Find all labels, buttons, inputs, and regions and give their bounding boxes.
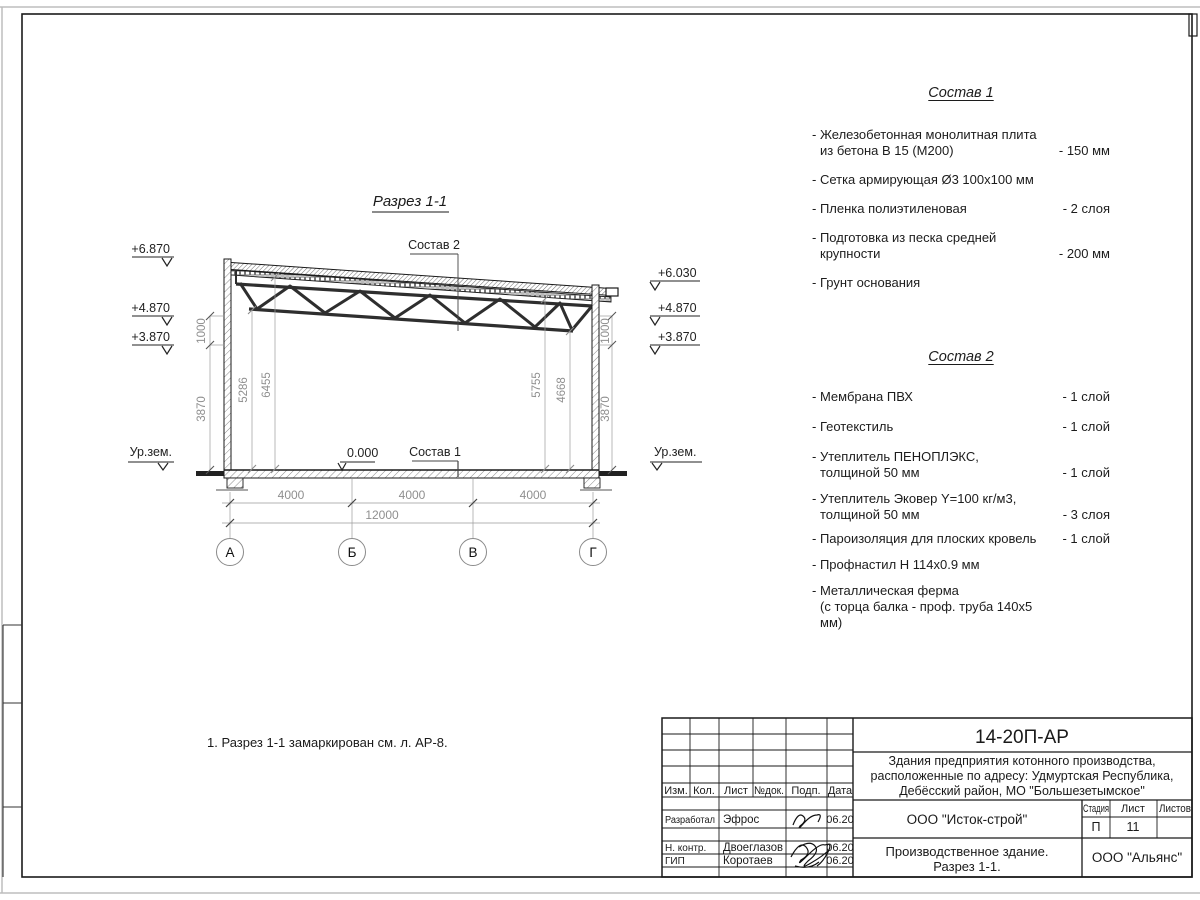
sheets-column-label: Листов: [1159, 803, 1192, 815]
zero-level-label: 0.000: [347, 446, 379, 460]
object-name-line: Производственное здание.: [885, 844, 1049, 859]
document-code: 14-20П-АР: [975, 727, 1069, 748]
sheet-column-label: Лист: [1121, 803, 1145, 815]
span-dim-label: 4000: [277, 488, 305, 502]
signature-role: Разработал: [665, 815, 720, 826]
wall-dim-label: 1000: [196, 318, 208, 344]
zero-level-arrow: [338, 463, 346, 470]
section-title: Разрез 1-1: [372, 193, 448, 210]
signature-name: Коротаев: [723, 855, 773, 867]
right-footing: [584, 478, 600, 488]
axis-label: В: [468, 545, 478, 560]
total-dim-label: 12000: [365, 508, 399, 522]
roof-edge-plate: [606, 288, 618, 296]
list-item: - Профнастил Н 114х0.9 мм: [812, 557, 980, 572]
elevation-label: +4.870: [131, 301, 170, 315]
elevation-marks-right: [650, 266, 700, 354]
interior-dim-label: 5286: [238, 377, 250, 403]
list-item: - Грунт основания: [812, 275, 921, 290]
signature-name: Двоеглазов: [723, 842, 783, 854]
title-block: [662, 718, 1192, 877]
signature-role: ГИП: [665, 856, 685, 867]
wall-dim-label: 3870: [600, 396, 612, 422]
axis-label: Б: [347, 545, 357, 560]
wall-dimensions-left: [206, 312, 225, 474]
column-header: №док.: [754, 785, 784, 797]
drawing-note: 1. Разрез 1-1 замаркирован см. л. АР-8.: [207, 735, 448, 750]
ground-arrow-right: [652, 463, 662, 470]
ground-label-left: Ур.зем.: [129, 445, 172, 459]
column-header: Кол.: [693, 785, 715, 797]
signature-date: 06.20: [826, 814, 854, 826]
list-item: - Утеплитель ПЕНОПЛЭКС, толщиной 50 мм - 1 слой: [812, 449, 1110, 480]
sostav1-callout-label: Состав 1: [409, 445, 461, 459]
axis-label: А: [225, 545, 235, 560]
section-view: [128, 193, 702, 566]
stage-column-label: Стадия: [1083, 803, 1110, 815]
list-item: - Железобетонная монолитная плита из бетона В 15 (М200) - 150 мм: [812, 127, 1110, 158]
interior-dim-label: 6455: [261, 372, 273, 398]
sostav2-callout-label: Состав 2: [408, 238, 460, 252]
elevation-marks-left: [131, 242, 174, 354]
project-description-line: расположенные по адресу: Удмуртская Республика,: [870, 769, 1174, 783]
signature-date: 06.20: [826, 855, 854, 867]
interior-dim-label: 5755: [531, 372, 543, 398]
signature-role: Н. контр.: [665, 843, 707, 854]
list-item: - Мембрана ПВХ - 1 слой: [812, 389, 1110, 404]
signature-name: Эфрос: [723, 814, 760, 826]
signature-date: 06.20: [826, 842, 854, 854]
column-header: Дата: [827, 785, 853, 797]
elevation-label: +3.870: [658, 330, 697, 344]
elevation-label: +6.030: [658, 266, 697, 280]
object-name-line: Разрез 1-1.: [933, 859, 1001, 874]
corner-code-box: [1189, 14, 1197, 36]
column-header: Подп.: [791, 785, 821, 797]
left-footing: [227, 478, 243, 488]
column-header: Изм.: [664, 785, 688, 797]
span-dim-label: 4000: [398, 488, 426, 502]
sostav1-title: Состав 1: [928, 85, 994, 101]
axis-bubbles: [217, 539, 607, 566]
right-wall: [592, 285, 599, 478]
sostav1-list: [812, 127, 1110, 304]
sostav2-title: Состав 2: [928, 349, 994, 365]
designer-organization: ООО "Исток-строй": [906, 812, 1028, 827]
sheet-value: 11: [1126, 820, 1140, 834]
list-item: - Пароизоляция для плоских кровель - 1 слой: [812, 531, 1110, 546]
ground-label-right: Ур.зем.: [654, 445, 697, 459]
sostav2-list: [812, 389, 1110, 644]
project-description-line: Дебёсский район, МО "Большезетымское": [899, 784, 1145, 798]
wall-dim-label: 3870: [196, 396, 208, 422]
column-header: Лист: [724, 785, 748, 797]
client-organization: ООО "Альянс": [1091, 850, 1183, 865]
list-item: - Утеплитель Эковер Y=100 кг/м3, толщиной 50 мм - 3 слоя: [812, 491, 1110, 522]
project-description-line: Здания предприятия котонного производства,: [888, 754, 1156, 768]
ground-arrow-left: [158, 463, 168, 470]
span-dim-label: 4000: [519, 488, 547, 502]
elevation-label: +3.870: [131, 330, 170, 344]
elevation-label: +6.870: [131, 242, 170, 256]
list-item: - Геотекстиль - 1 слой: [812, 419, 1110, 434]
left-margin-stamp: [3, 625, 22, 877]
elevation-label: +4.870: [658, 301, 697, 315]
list-item: - Металлическая ферма (с торца балка - проф. труба 140х5 мм): [812, 583, 1033, 630]
left-wall: [224, 259, 231, 478]
ground-ledge-right: [599, 471, 627, 476]
list-item: - Сетка армирующая Ø3 100х100 мм: [812, 172, 1034, 187]
ground-ledge-left: [196, 471, 224, 476]
list-item: - Подготовка из песка средней крупности - 200 мм: [812, 230, 1110, 261]
interior-dim-label: 4668: [556, 377, 568, 403]
list-item: - Пленка полиэтиленовая - 2 слоя: [812, 201, 1110, 216]
stage-value: П: [1091, 820, 1101, 834]
axis-label: Г: [589, 545, 597, 560]
wall-dim-label: 1000: [600, 318, 612, 344]
